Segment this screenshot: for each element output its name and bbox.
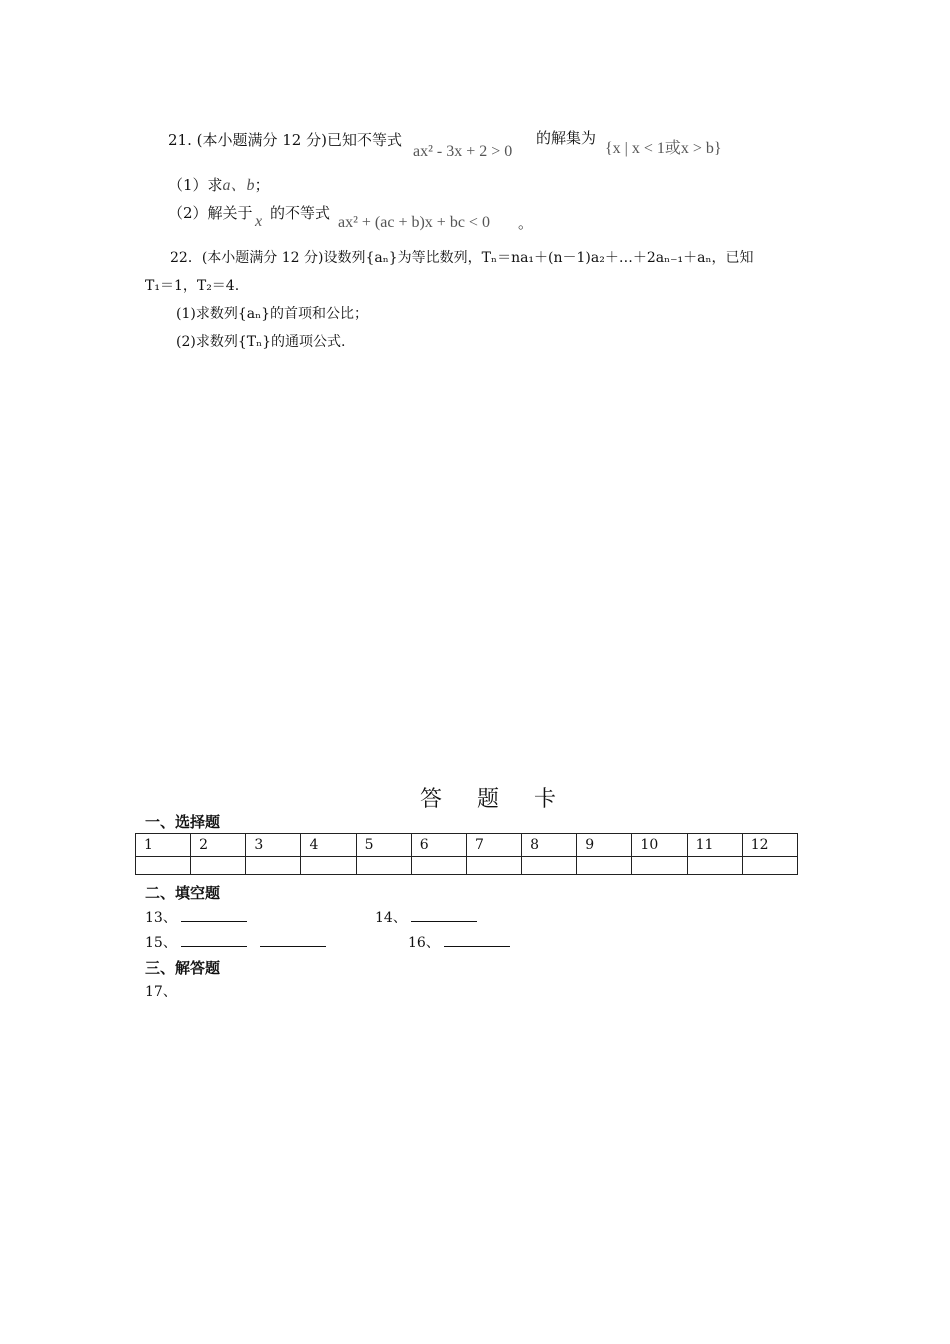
choice-answer-table xyxy=(135,833,798,875)
question-number: 8 xyxy=(522,834,577,857)
blank-14 xyxy=(375,907,477,928)
answer-cell[interactable] xyxy=(742,857,797,875)
q21-line xyxy=(168,130,402,150)
question-number: 10 xyxy=(632,834,687,857)
question-number: 3 xyxy=(246,834,301,857)
section-fill-blank: 二、填空题 xyxy=(145,884,221,902)
q21-part2-inequality: ax² + (ac + b)x + bc < 0 xyxy=(338,214,490,231)
question-number: 12 xyxy=(742,834,797,857)
question-number: 2 xyxy=(191,834,246,857)
blank-15 xyxy=(145,932,326,953)
q22-part1: (1)求数列{aₙ}的首项和公比； xyxy=(176,306,369,322)
blank-13 xyxy=(145,907,247,928)
q22-line1: 22．(本小题满分 12 分)设数列{aₙ}为等比数列，Tₙ＝na₁＋(n－1)a₂＋…＋2aₙ₋₁＋aₙ，已知 xyxy=(170,250,754,266)
q21-p1-vars: a、b xyxy=(222,177,255,194)
answer-cell[interactable] xyxy=(522,857,577,875)
question-number: 11 xyxy=(687,834,742,857)
answer-cell[interactable] xyxy=(632,857,687,875)
question-number: 7 xyxy=(466,834,521,857)
answer-card-title: 答 题 卡 xyxy=(420,787,570,812)
q21-mid: 的解集为 xyxy=(536,129,597,147)
answer-cell[interactable] xyxy=(411,857,466,875)
q21-p1-label: （1）求 xyxy=(168,176,223,194)
answer-cell[interactable] xyxy=(136,857,191,875)
q21-part1 xyxy=(168,175,270,196)
blank-16-line[interactable] xyxy=(444,932,510,947)
answer-cell[interactable] xyxy=(191,857,246,875)
answer-cell[interactable] xyxy=(246,857,301,875)
blank-13-line[interactable] xyxy=(181,907,247,922)
blank-16 xyxy=(408,932,510,953)
question-number: 9 xyxy=(577,834,632,857)
blank-14-line[interactable] xyxy=(411,907,477,922)
q21-p1-end: ； xyxy=(254,176,270,194)
q21-part2-label: （2）解关于 xyxy=(168,204,253,222)
q21-part2-end: 。 xyxy=(518,214,534,232)
question-number: 5 xyxy=(356,834,411,857)
question-number: 1 xyxy=(136,834,191,857)
answer-cell[interactable] xyxy=(301,857,356,875)
blank-13-label: 13、 xyxy=(145,910,177,926)
answer-cell[interactable] xyxy=(577,857,632,875)
question-number: 4 xyxy=(301,834,356,857)
q21-part2-var: x xyxy=(255,213,263,230)
blank-15-line-a[interactable] xyxy=(181,932,247,947)
q21-inequality: ax² - 3x + 2 > 0 xyxy=(413,143,513,160)
answer-cell[interactable] xyxy=(466,857,521,875)
q21-solution-set: {x | x < 1或x > b} xyxy=(605,140,722,157)
q22-part2: (2)求数列{Tₙ}的通项公式. xyxy=(176,334,346,350)
q21-part2-mid: 的不等式 xyxy=(270,204,331,222)
blank-14-label: 14、 xyxy=(375,910,407,926)
question-number: 6 xyxy=(411,834,466,857)
answer-cell[interactable] xyxy=(356,857,411,875)
blank-16-label: 16、 xyxy=(408,935,440,951)
blank-15-label: 15、 xyxy=(145,935,177,951)
section-solutions: 三、解答题 xyxy=(145,959,221,977)
table-row-numbers xyxy=(136,834,798,857)
answer-cell[interactable] xyxy=(687,857,742,875)
q22-line2: T₁＝1，T₂＝4. xyxy=(145,278,240,294)
solution-17-label: 17、 xyxy=(145,984,177,1000)
q21-lead: 21. (本小题满分 12 分)已知不等式 xyxy=(168,131,402,149)
blank-15-line-b[interactable] xyxy=(260,932,326,947)
section-choice: 一、选择题 xyxy=(145,813,221,831)
table-row-answers xyxy=(136,857,798,875)
